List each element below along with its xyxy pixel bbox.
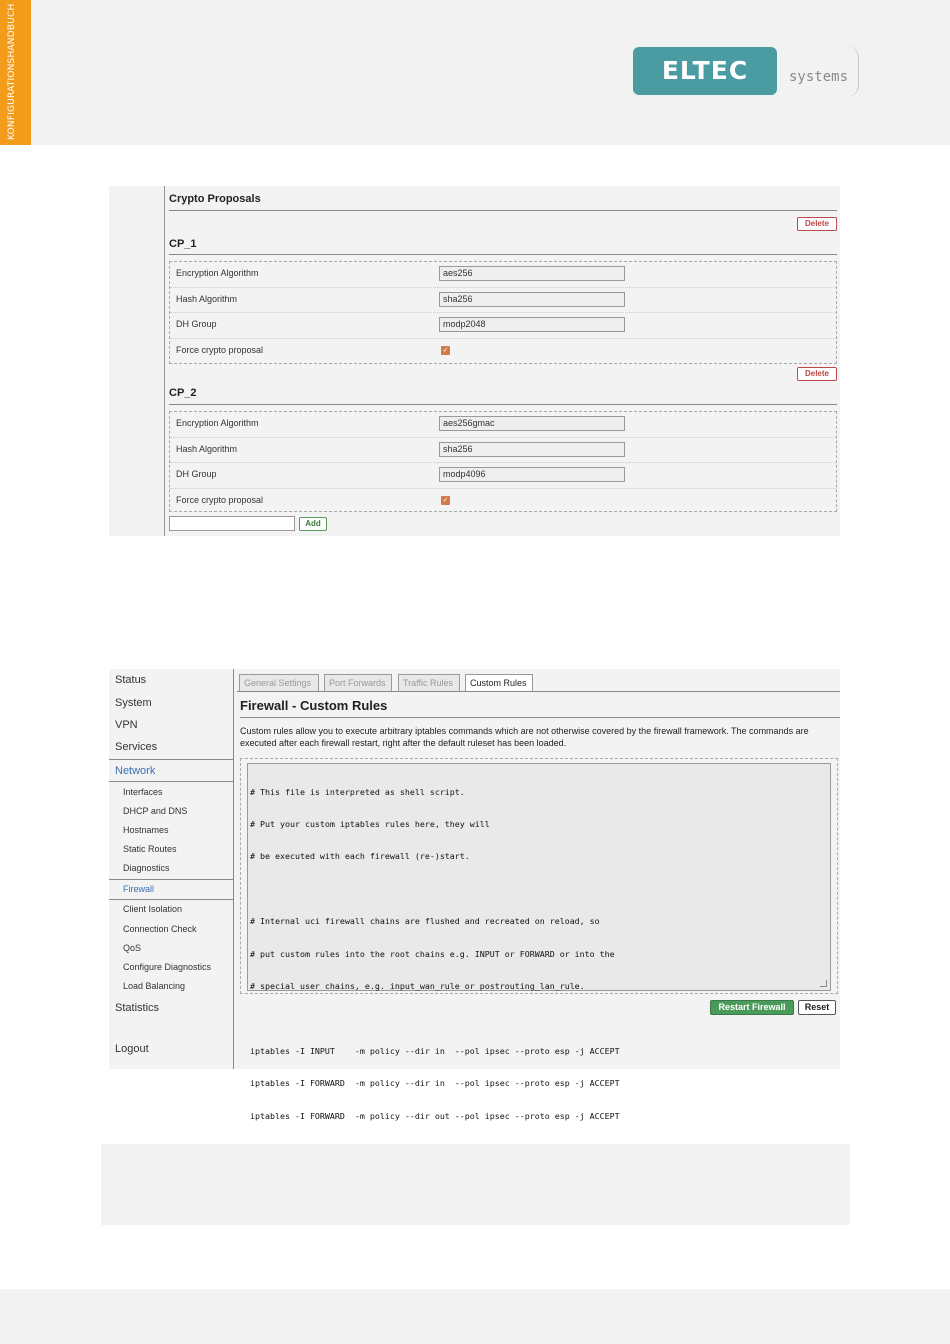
nav-vpn[interactable]: VPN <box>115 719 138 731</box>
script-line: iptables -I FORWARD -m policy --dir in --pol ipsec --proto esp -j ACCEPT <box>250 1078 620 1089</box>
page-title: Firewall - Custom Rules <box>240 698 388 713</box>
note-box <box>101 1144 850 1225</box>
restart-firewall-button[interactable]: Restart Firewall <box>710 1000 794 1015</box>
script-line: # This file is interpreted as shell script. <box>250 786 465 797</box>
nav-sub-hostnames[interactable]: Hostnames <box>123 825 169 835</box>
nav-statistics[interactable]: Statistics <box>115 1002 160 1014</box>
nav-divider <box>109 879 234 880</box>
nav-sub-configure-diagnostics[interactable]: Configure Diagnostics <box>123 962 212 972</box>
nav-sub-client-isolation[interactable]: Client Isolation <box>123 904 183 914</box>
dh-group-label: DH Group <box>176 469 217 479</box>
force-label: Force crypto proposal <box>176 494 264 505</box>
script-line: iptables -I INPUT -m policy --dir in --pol ipsec --proto esp -j ACCEPT <box>250 1045 620 1056</box>
row-dh-group <box>170 463 836 489</box>
hash-label: Hash Algorithm <box>176 443 238 454</box>
nav-sub-interfaces[interactable]: Interfaces <box>123 787 163 797</box>
nav-sub-connection-check[interactable]: Connection Check <box>123 924 197 934</box>
nav-divider <box>109 759 234 760</box>
script-line: # Internal uci firewall chains are flushed and recreated on reload, so <box>250 916 600 927</box>
script-line: # special user chains, e.g. input_wan_rule or postrouting_lan_rule. <box>250 980 585 991</box>
nav-logout[interactable]: Logout <box>115 1043 149 1055</box>
side-tab-label: KONFIGURATIONSHANDBUCH <box>7 3 17 140</box>
tab-general-settings[interactable]: General Settings <box>239 674 319 692</box>
divider <box>169 404 837 405</box>
tab-port-forwards[interactable]: Port Forwards <box>324 674 392 692</box>
nav-sub-firewall[interactable]: Firewall <box>123 884 155 894</box>
script-line: # put custom rules into the root chains e.g. INPUT or FORWARD or into the <box>250 948 615 959</box>
tab-traffic-rules[interactable]: Traffic Rules <box>398 674 460 692</box>
dh-group-field[interactable]: modp2048 <box>439 317 625 332</box>
proposal-fieldset-cp2 <box>169 411 837 512</box>
resize-handle-icon[interactable] <box>820 980 827 987</box>
section-title: Crypto Proposals <box>169 193 261 205</box>
force-checkbox[interactable]: ✓ <box>442 496 449 504</box>
page-footer <box>0 1289 950 1344</box>
nav-divider <box>164 186 165 536</box>
row-hash <box>170 438 836 464</box>
encryption-label: Encryption Algorithm <box>176 268 259 278</box>
nav-services[interactable]: Services <box>115 741 158 753</box>
proposal-fieldset-cp1 <box>169 261 837 364</box>
row-force <box>170 489 836 515</box>
crypto-proposals-screenshot <box>109 186 840 536</box>
logo-suffix: systems <box>789 69 849 85</box>
proposal-title: CP_2 <box>169 387 197 399</box>
encryption-field[interactable]: aes256gmac <box>439 416 625 431</box>
reset-button[interactable]: Reset <box>798 1000 836 1015</box>
encryption-field[interactable]: aes256 <box>439 266 625 281</box>
dh-group-field[interactable]: modp4096 <box>439 467 625 482</box>
sidebar-nav <box>109 669 234 1069</box>
nav-sub-static-routes[interactable]: Static Routes <box>123 844 177 854</box>
script-line: iptables -I FORWARD -m policy --dir out --pol ipsec --proto esp -j ACCEPT <box>250 1110 620 1121</box>
nav-sub-load-balancing[interactable]: Load Balancing <box>123 981 186 991</box>
script-line: # be executed with each firewall (re-)start. <box>250 851 470 862</box>
row-hash <box>170 288 836 314</box>
divider <box>240 717 840 718</box>
hash-field[interactable]: sha256 <box>439 292 625 307</box>
add-button[interactable]: Add <box>299 517 327 531</box>
logo-bracket <box>846 46 859 97</box>
tab-underline <box>237 691 840 692</box>
side-tab <box>0 0 31 145</box>
nav-sub-diagnostics[interactable]: Diagnostics <box>123 863 170 873</box>
new-proposal-input[interactable] <box>169 516 295 531</box>
force-checkbox[interactable]: ✓ <box>442 346 449 354</box>
nav-divider <box>109 781 234 782</box>
divider <box>169 254 837 255</box>
page-header <box>0 0 950 145</box>
delete-button-cp1[interactable]: Delete <box>797 217 837 231</box>
hash-label: Hash Algorithm <box>176 293 238 304</box>
proposal-title: CP_1 <box>169 238 197 250</box>
force-label: Force crypto proposal <box>176 344 264 355</box>
script-line: # Put your custom iptables rules here, they will <box>250 818 490 829</box>
row-encryption <box>170 412 836 438</box>
nav-network[interactable]: Network <box>115 765 156 777</box>
nav-status[interactable]: Status <box>115 674 147 686</box>
nav-sub-qos[interactable]: QoS <box>123 943 142 953</box>
page-description: Custom rules allow you to execute arbitrary iptables commands which are not otherwise covered by the firewall framework. The commands are executed after each firewall restart, right after the default ruleset has been loaded. <box>240 726 809 748</box>
firewall-screenshot <box>109 669 840 1121</box>
eltec-logo: ELTEC <box>633 47 777 95</box>
hash-field[interactable]: sha256 <box>439 442 625 457</box>
delete-button-cp2[interactable]: Delete <box>797 367 837 381</box>
script-line <box>250 884 828 895</box>
encryption-label: Encryption Algorithm <box>176 418 259 428</box>
row-dh-group <box>170 313 836 339</box>
nav-sub-dhcp[interactable]: DHCP and DNS <box>123 806 188 816</box>
dh-group-label: DH Group <box>176 319 217 329</box>
divider <box>169 210 837 211</box>
row-encryption <box>170 262 836 288</box>
nav-divider <box>109 899 234 900</box>
tab-custom-rules[interactable]: Custom Rules <box>465 674 533 692</box>
row-force <box>170 339 836 365</box>
nav-system[interactable]: System <box>115 697 152 709</box>
